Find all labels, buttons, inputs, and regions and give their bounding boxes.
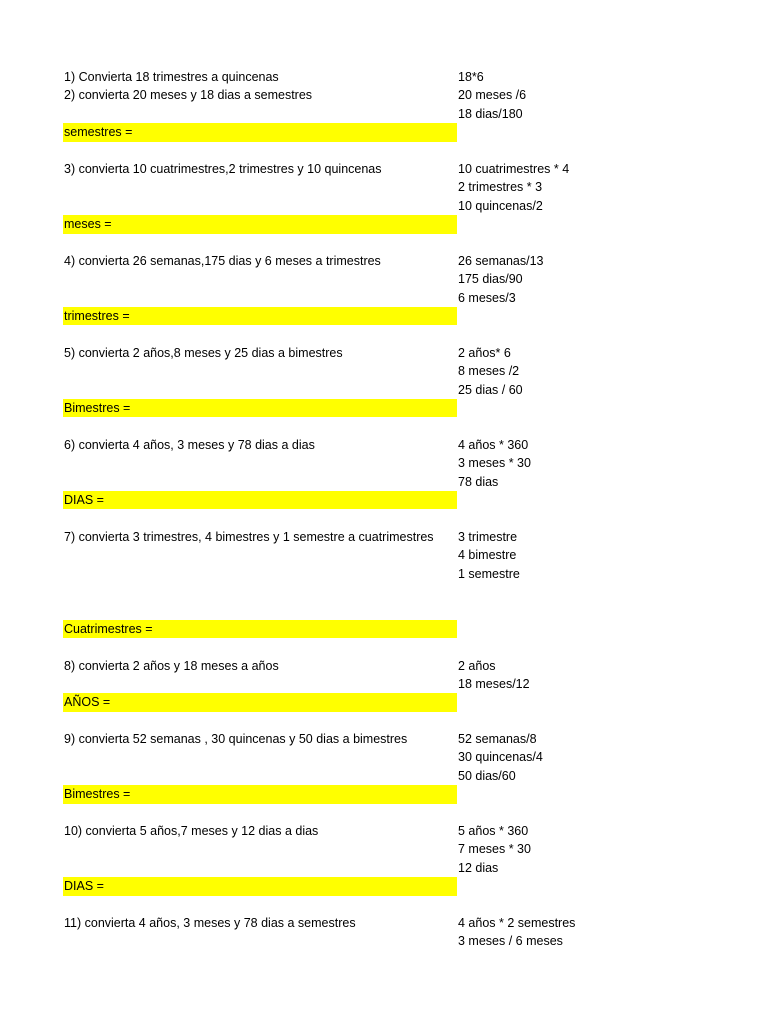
question-cell[interactable]: 2) convierta 20 meses y 18 dias a semestres (64, 88, 313, 103)
calculation-cell[interactable] (458, 509, 758, 527)
question-cell[interactable] (63, 509, 457, 527)
question-cell[interactable] (63, 840, 457, 858)
calculation-cell[interactable]: 20 meses /6 (458, 88, 527, 103)
answer-label-cell[interactable]: meses = (63, 215, 457, 233)
question-cell[interactable] (63, 804, 457, 822)
sheet-row (0, 675, 768, 693)
question-cell[interactable] (63, 473, 457, 491)
sheet-row (0, 914, 768, 932)
sheet-row (0, 105, 768, 123)
calculation-cell[interactable] (458, 896, 758, 914)
calculation-cell[interactable]: 3 trimestre (458, 529, 518, 544)
calculation-cell[interactable]: 6 meses/3 (458, 290, 516, 305)
sheet-row (0, 509, 768, 527)
question-cell[interactable] (63, 325, 457, 343)
question-cell[interactable] (63, 638, 457, 656)
sheet-row (0, 362, 768, 380)
calculation-cell[interactable]: 50 dias/60 (458, 768, 516, 783)
sheet-row (0, 454, 768, 472)
sheet-row (0, 270, 768, 288)
sheet-row (0, 344, 768, 362)
spreadsheet-sheet (0, 68, 768, 951)
calculation-cell[interactable]: 52 semanas/8 (458, 732, 537, 747)
sheet-row (0, 86, 768, 104)
sheet-row (0, 822, 768, 840)
sheet-row (0, 528, 768, 546)
calculation-cell[interactable]: 8 meses /2 (458, 364, 520, 379)
question-cell[interactable]: 10) convierta 5 años,7 meses y 12 dias a dias (64, 824, 319, 839)
calculation-cell[interactable]: 4 años * 360 (458, 437, 529, 452)
question-cell[interactable] (63, 381, 457, 399)
question-cell[interactable] (63, 362, 457, 380)
answer-row (0, 399, 768, 417)
question-cell[interactable] (63, 565, 457, 583)
question-cell[interactable]: 11) convierta 4 años, 3 meses y 78 dias a semestres (64, 915, 356, 930)
calculation-cell[interactable] (458, 877, 758, 895)
sheet-row (0, 601, 768, 619)
sheet-row (0, 748, 768, 766)
answer-label-cell[interactable]: DIAS = (63, 491, 457, 509)
calculation-cell[interactable]: 18 dias/180 (458, 106, 523, 121)
calculation-cell[interactable] (458, 234, 758, 252)
calculation-cell[interactable]: 3 meses * 30 (458, 456, 531, 471)
calculation-cell[interactable] (458, 491, 758, 509)
answer-row (0, 877, 768, 895)
sheet-row (0, 325, 768, 343)
calculation-cell[interactable]: 1 semestre (458, 566, 520, 581)
sheet-row (0, 473, 768, 491)
sheet-row (0, 546, 768, 564)
sheet-row (0, 289, 768, 307)
sheet-row (0, 417, 768, 435)
question-cell[interactable]: 4) convierta 26 semanas,175 dias y 6 meses a trimestres (64, 253, 381, 268)
sheet-row (0, 178, 768, 196)
sheet-row (0, 142, 768, 160)
question-cell[interactable] (63, 767, 457, 785)
question-cell[interactable] (63, 270, 457, 288)
sheet-row (0, 638, 768, 656)
answer-row (0, 620, 768, 638)
calculation-cell[interactable]: 26 semanas/13 (458, 253, 544, 268)
calculation-cell[interactable] (458, 417, 758, 435)
calculation-cell[interactable]: 7 meses * 30 (458, 842, 531, 857)
calculation-cell[interactable] (458, 620, 758, 638)
sheet-row (0, 804, 768, 822)
calculation-cell[interactable] (458, 142, 758, 160)
question-cell[interactable]: 9) convierta 52 semanas , 30 quincenas y 50 dias a bimestres (64, 732, 408, 747)
calculation-cell[interactable] (458, 399, 758, 417)
sheet-row (0, 583, 768, 601)
calculation-cell[interactable]: 18*6 (458, 70, 484, 84)
answer-label-cell[interactable]: Bimestres = (63, 785, 457, 803)
answer-label-cell[interactable]: AÑOS = (63, 693, 457, 711)
question-cell[interactable] (63, 546, 457, 564)
question-cell[interactable] (63, 289, 457, 307)
sheet-row (0, 565, 768, 583)
calculation-cell[interactable] (458, 215, 758, 233)
question-cell[interactable] (63, 583, 457, 601)
sheet-row (0, 381, 768, 399)
question-cell[interactable]: 8) convierta 2 años y 18 meses a años (64, 658, 279, 673)
sheet-row (0, 252, 768, 270)
question-cell[interactable]: 3) convierta 10 cuatrimestres,2 trimestres y 10 quincenas (64, 161, 382, 176)
sheet-row (0, 160, 768, 178)
sheet-row (0, 840, 768, 858)
question-cell[interactable] (63, 454, 457, 472)
answer-label-cell[interactable]: semestres = (63, 123, 457, 141)
question-cell[interactable]: 1) Convierta 18 trimestres a quincenas (64, 70, 279, 84)
sheet-row (0, 657, 768, 675)
answer-row (0, 785, 768, 803)
answer-row (0, 123, 768, 141)
calculation-cell[interactable]: 3 meses / 6 meses (458, 934, 563, 949)
question-cell[interactable] (63, 675, 457, 693)
sheet-row (0, 767, 768, 785)
question-cell[interactable] (63, 748, 457, 766)
calculation-cell[interactable]: 2 años* 6 (458, 345, 511, 360)
question-cell[interactable] (63, 105, 457, 123)
calculation-cell[interactable]: 10 cuatrimestres * 4 (458, 161, 570, 176)
calculation-cell[interactable] (458, 325, 758, 343)
calculation-cell[interactable]: 12 dias (458, 860, 499, 875)
sheet-row (0, 436, 768, 454)
calculation-cell[interactable]: 4 años * 2 semestres (458, 915, 576, 930)
calculation-cell[interactable] (458, 638, 758, 656)
calculation-cell[interactable] (458, 601, 758, 619)
calculation-cell[interactable] (458, 693, 758, 711)
answer-label-cell[interactable]: trimestres = (63, 307, 457, 325)
calculation-cell[interactable]: 2 años (458, 658, 496, 673)
question-cell[interactable]: 5) convierta 2 años,8 meses y 25 dias a bimestres (64, 345, 343, 360)
answer-label-cell[interactable]: Cuatrimestres = (63, 620, 457, 638)
question-cell[interactable] (63, 234, 457, 252)
calculation-cell[interactable]: 2 trimestres * 3 (458, 180, 543, 195)
calculation-cell[interactable]: 78 dias (458, 474, 499, 489)
calculation-cell[interactable] (458, 307, 758, 325)
question-cell[interactable] (63, 197, 457, 215)
calculation-cell[interactable]: 25 dias / 60 (458, 382, 523, 397)
answer-row (0, 491, 768, 509)
question-cell[interactable] (63, 932, 457, 950)
calculation-cell[interactable] (458, 583, 758, 601)
answer-row (0, 215, 768, 233)
question-cell[interactable] (63, 178, 457, 196)
calculation-cell[interactable]: 5 años * 360 (458, 824, 529, 839)
answer-label-cell[interactable]: DIAS = (63, 877, 457, 895)
calculation-cell[interactable]: 30 quincenas/4 (458, 750, 543, 765)
sheet-row (0, 859, 768, 877)
calculation-cell[interactable] (458, 804, 758, 822)
calculation-cell[interactable] (458, 123, 758, 141)
sheet-row (0, 234, 768, 252)
question-cell[interactable] (63, 896, 457, 914)
calculation-cell[interactable]: 18 meses/12 (458, 676, 530, 691)
answer-row (0, 693, 768, 711)
answer-label-cell[interactable]: Bimestres = (63, 399, 457, 417)
calculation-cell[interactable]: 10 quincenas/2 (458, 198, 543, 213)
question-cell[interactable] (63, 601, 457, 619)
sheet-row (0, 712, 768, 730)
sheet-row (0, 68, 768, 86)
question-cell[interactable] (63, 712, 457, 730)
question-cell[interactable] (63, 142, 457, 160)
calculation-cell[interactable] (458, 712, 758, 730)
sheet-row (0, 730, 768, 748)
calculation-cell[interactable]: 175 dias/90 (458, 272, 523, 287)
question-cell[interactable]: 7) convierta 3 trimestres, 4 bimestres y 1 semestre a cuatrimestres (64, 529, 434, 544)
answer-row (0, 307, 768, 325)
question-cell[interactable] (63, 859, 457, 877)
calculation-cell[interactable]: 4 bimestre (458, 548, 517, 563)
question-cell[interactable] (63, 417, 457, 435)
sheet-row (0, 932, 768, 950)
sheet-row (0, 197, 768, 215)
question-cell[interactable]: 6) convierta 4 años, 3 meses y 78 dias a dias (64, 437, 315, 452)
calculation-cell[interactable] (458, 785, 758, 803)
sheet-row (0, 896, 768, 914)
